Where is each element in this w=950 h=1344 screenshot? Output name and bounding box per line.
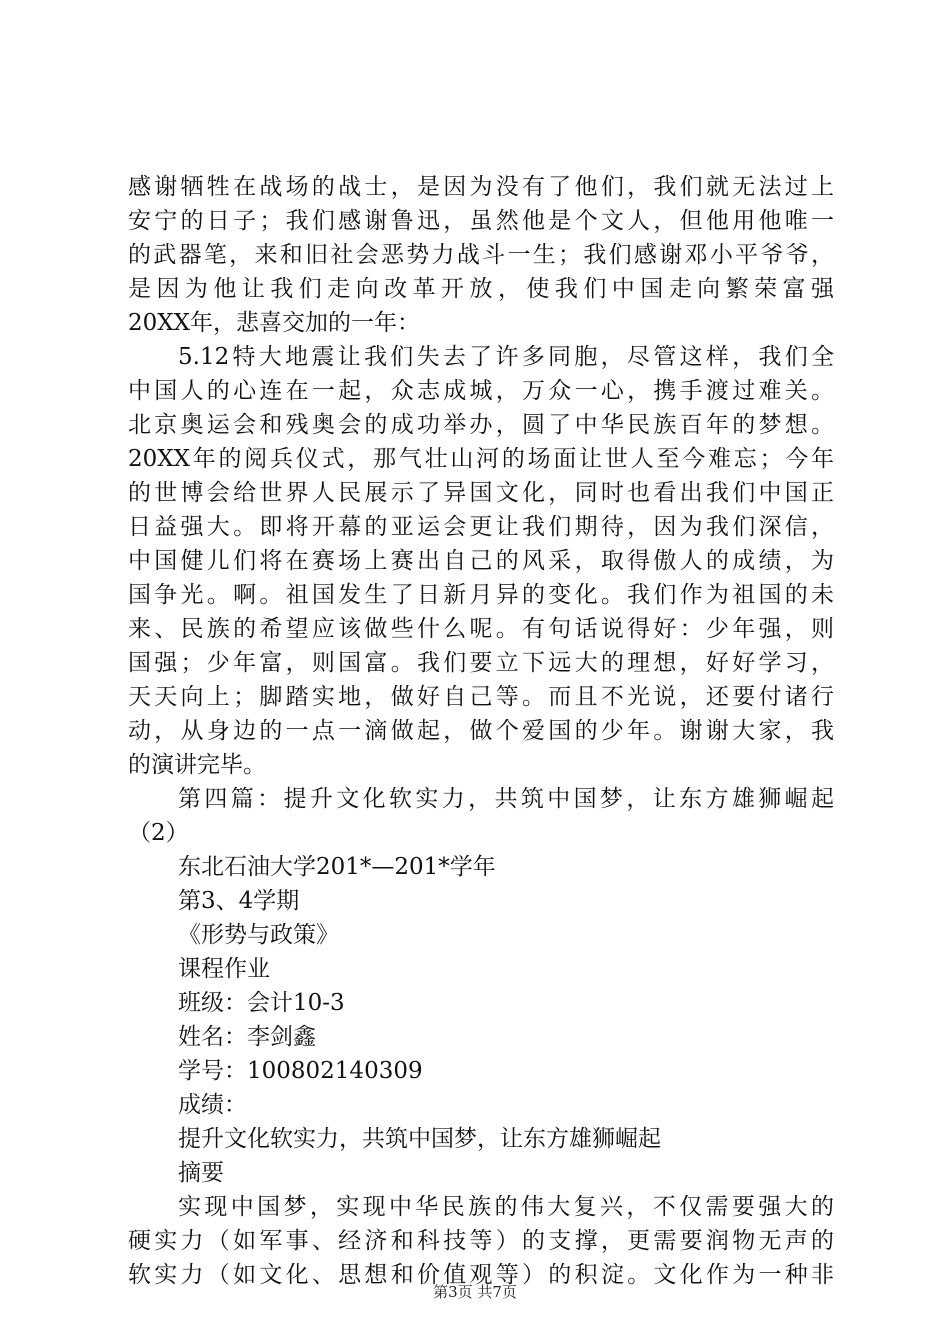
text-line: 的武器笔，来和旧社会恶势力战斗一生；我们感谢邓小平爷爷，: [128, 242, 834, 268]
text-line: 的演讲完毕。: [128, 752, 266, 778]
text-line: 中国人的心连在一起，众志成城，万众一心，携手渡过难关。: [128, 378, 834, 404]
abstract-heading: 摘要: [178, 1160, 224, 1186]
text-line: 安宁的日子；我们感谢鲁迅，虽然他是个文人，但他用他唯一: [128, 208, 834, 234]
grade-field: 成绩：: [178, 1092, 247, 1118]
university-line: 东北石油大学201*—201*学年: [178, 854, 496, 880]
section-heading: 第四篇：提升文化软实力，共筑中国梦，让东方雄狮崛起: [178, 786, 834, 812]
semester-line: 第3、4学期: [178, 888, 300, 914]
text-line: 5.12特大地震让我们失去了许多同胞，尽管这样，我们全: [178, 344, 834, 370]
text-line: 来、民族的希望应该做些什么呢。有句话说得好：少年强，则: [128, 616, 834, 642]
text-line: 实现中国梦，实现中华民族的伟大复兴，不仅需要强大的: [178, 1194, 834, 1220]
text-line: 硬实力（如军事、经济和科技等）的支撑，更需要润物无声的: [128, 1228, 834, 1254]
text-line: 国争光。啊。祖国发生了日新月异的变化。我们作为祖国的未: [128, 582, 834, 608]
name-field: 姓名：李剑鑫: [178, 1024, 316, 1050]
page-number: 第3页 共7页: [433, 1283, 517, 1301]
essay-title: 提升文化软实力，共筑中国梦，让东方雄狮崛起: [178, 1126, 661, 1152]
text-line: 的世博会给世界人民展示了异国文化，同时也看出我们中国正: [128, 480, 834, 506]
text-line: 日益强大。即将开幕的亚运会更让我们期待，因为我们深信，: [128, 514, 834, 540]
text-line: 动，从身边的一点一滴做起，做个爱国的少年。谢谢大家，我: [128, 718, 834, 744]
assignment-label: 课程作业: [178, 956, 270, 982]
text-line: 感谢牺牲在战场的战士，是因为没有了他们，我们就无法过上: [128, 174, 834, 200]
text-line: （2）: [128, 820, 189, 846]
class-field: 班级：会计10-3: [178, 990, 345, 1016]
text-line: 天天向上；脚踏实地，做好自己等。而且不光说，还要付诸行: [128, 684, 834, 710]
text-line: 20XX年，悲喜交加的一年：: [128, 310, 421, 336]
document-body: [128, 170, 834, 1292]
text-line: 北京奥运会和残奥会的成功举办，圆了中华民族百年的梦想。: [128, 412, 834, 438]
text-line: 中国健儿们将在赛场上赛出自己的风采，取得傲人的成绩，为: [128, 548, 834, 574]
course-title: 《形势与政策》: [178, 922, 339, 948]
student-id-field: 学号：100802140309: [178, 1058, 423, 1084]
text-line: 国强；少年富，则国富。我们要立下远大的理想，好好学习，: [128, 650, 834, 676]
text-line: 是因为他让我们走向改革开放，使我们中国走向繁荣富强: [128, 276, 834, 302]
text-line: 软实力（如文化、思想和价值观等）的积淀。文化作为一种非: [128, 1262, 834, 1288]
text-line: 20XX年的阅兵仪式，那气壮山河的场面让世人至今难忘；今年: [128, 446, 834, 472]
